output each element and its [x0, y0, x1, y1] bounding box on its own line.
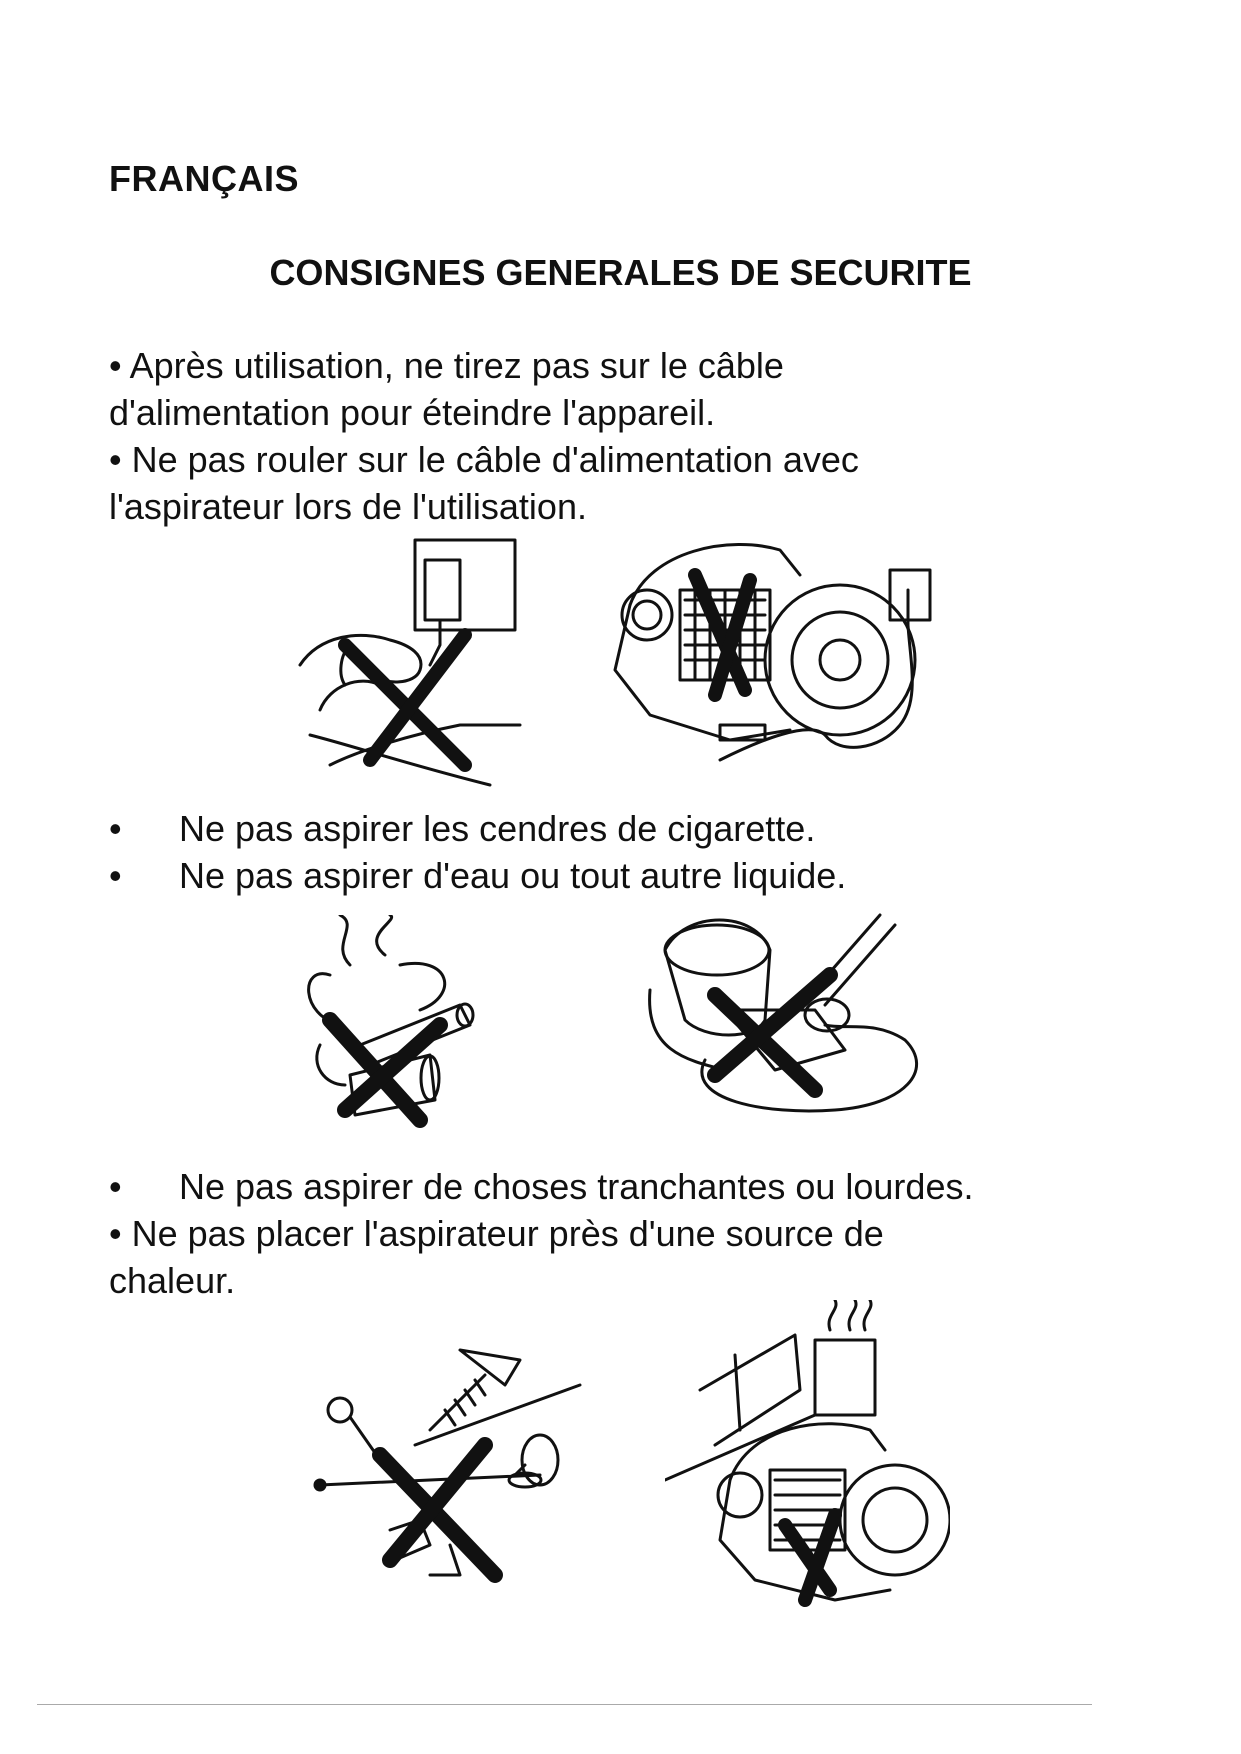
section-title: CONSIGNES GENERALES DE SECURITE: [269, 252, 972, 293]
bullet-marker: •: [109, 808, 122, 849]
instruction-text: Ne pas aspirer de choses tranchantes ou lourdes.: [179, 1166, 974, 1207]
instruction-line: • Ne pas placer l'aspirateur près d'une source de: [109, 1213, 884, 1254]
footer-divider: [37, 1704, 1092, 1705]
instruction-line: • Ne pas rouler sur le câble d'alimentation avec: [109, 439, 859, 480]
instruction-text: Ne pas aspirer d'eau ou tout autre liquide.: [179, 855, 847, 896]
instruction-line: [109, 805, 846, 852]
instruction-line: [109, 852, 846, 899]
plug-pull-illustration: [290, 535, 530, 790]
instruction-block-2: [109, 805, 846, 899]
instruction-line: chaleur.: [109, 1260, 236, 1301]
bullet-marker: •: [109, 1166, 122, 1207]
instruction-text: Ne pas aspirer les cendres de cigarette.: [179, 808, 816, 849]
water-spill-illustration: [645, 910, 925, 1120]
instruction-line: [109, 1163, 973, 1210]
heat-source-illustration: [665, 1300, 950, 1610]
sharp-objects-illustration: [310, 1345, 590, 1585]
language-heading: FRANÇAIS: [109, 158, 299, 199]
instruction-line: l'aspirateur lors de l'utilisation.: [109, 486, 587, 527]
instruction-line: d'alimentation pour éteindre l'appareil.: [109, 392, 716, 433]
instruction-line: • Après utilisation, ne tirez pas sur le câble: [109, 345, 784, 386]
vacuum-cable-illustration: [610, 530, 940, 780]
instruction-block-1: [109, 342, 859, 530]
instruction-block-3: [109, 1163, 973, 1304]
cigarette-illustration: [290, 915, 520, 1130]
bullet-marker: •: [109, 855, 122, 896]
